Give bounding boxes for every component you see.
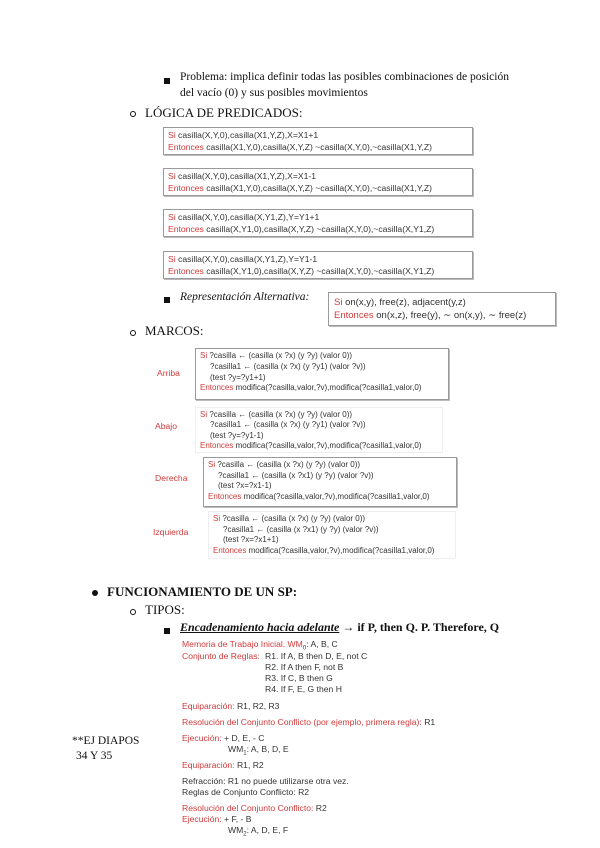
frame-label-abajo: Abajo	[155, 421, 177, 431]
frame-label-izquierda: Izquierda	[153, 527, 189, 537]
logic-rule-box: Si casilla(X,Y,0),casilla(X1,Y,Z),X=X1-1 Entonces casilla(X1,Y,0),casilla(X,Y,Z) ~casilla(X,Y,0),~casilla(X1,Y,Z)	[163, 168, 473, 196]
reglas-conjunto-conflicto: Reglas de Conjunto Conflicto: R2	[182, 787, 310, 797]
square-bullet-icon	[164, 297, 170, 303]
logic-rule-box: Si casilla(X,Y,0),casilla(X1,Y,Z),X=X1+1 Entonces casilla(X1,Y,0),casilla(X,Y,Z) ~casilla(X,Y,0),~casilla(X1,Y,Z)	[163, 127, 473, 155]
tipos-title: TIPOS:	[145, 602, 185, 617]
marcos-title: MARCOS:	[145, 323, 204, 338]
ejecucion-2: Ejecución: + F, - B	[182, 814, 252, 824]
frame-box: Si ?casilla ← (casilla (x ?x) (y ?y) (valor 0)) ?casilla1 ← (casilla (x ?x1) (y ?y) (valor ?v)) (test ?x=?x1-1) Entonces modifica(?casilla,valor,?v),modifica(?casilla1,valor,0)	[203, 457, 457, 507]
wm-2: $WM_2$: A, D, E, F	[228, 825, 289, 838]
alt-rule-box: Si on(x,y), free(z), adjacent(y,z) Entonces on(x,z), free(y), ∼ on(x,y), ∼ free(z)	[328, 292, 556, 326]
logic-rule-box: Si casilla(X,Y,0),casilla(X,Y1,Z),Y=Y1+1 Entonces casilla(X,Y1,0),casilla(X,Y,Z) ~casilla(X,Y,0),~casilla(X,Y1,Z)	[163, 209, 473, 237]
problema-line-1: Problema: implica definir todas las posibles combinaciones de posición	[180, 71, 509, 83]
frame-box: Si ?casilla ← (casilla (x ?x) (y ?y) (valor 0)) ?casilla1 ← (casilla (x ?x1) (y ?y) (valor ?v)) (test ?x=?x1+1) Entonces modifica(?casilla,valor,?v),modifica(?casilla1,valor,0)	[208, 511, 456, 559]
resolucion-2: Resolución del Conjunto Conflicto: R2	[182, 803, 327, 813]
circle-bullet-icon	[130, 609, 136, 615]
frame-label-derecha: Derecha	[155, 473, 188, 483]
refraccion: Refracción: R1 no puede utilizarse otra vez.	[182, 776, 349, 786]
circle-bullet-icon	[130, 330, 136, 336]
circle-bullet-icon	[130, 111, 136, 117]
encadenamiento-heading: Encadenamiento hacia adelante → if P, then Q. P. Therefore, Q	[180, 620, 500, 634]
frame-box: Si ?casilla ← (casilla (x ?x) (y ?y) (valor 0)) ?casilla1 ← (casilla (x ?x) (y ?y1) (valor ?v)) (test ?y=?y1+1) Entonces modifica(?casilla,valor,?v),modifica(?casilla1,valor,0)	[195, 348, 449, 400]
logica-title: LÓGICA DE PREDICADOS:	[145, 105, 303, 120]
memoria-inicial: Memoria de Trabajo Inicial. $WM_0$: A, B, C	[182, 639, 338, 652]
equiparacion-1: Equiparación: R1, R2, R3	[182, 701, 280, 711]
side-note-line-1: **EJ DIAPOS	[72, 735, 140, 747]
resolucion-1: Resolución del Conjunto Conflicto (por ejemplo, primera regla): R1	[182, 717, 436, 727]
square-bullet-icon	[164, 628, 170, 634]
regla-item: R2. If A then F, not B	[265, 662, 344, 672]
ejecucion-1: Ejecución: + D, E, - C	[182, 733, 265, 743]
frame-box: Si ?casilla ← (casilla (x ?x) (y ?y) (valor 0)) ?casilla1 ← (casilla (x ?x) (y ?y1) (valor ?v)) (test ?y=?y1-1) Entonces modifica(?casilla,valor,?v),modifica(?casilla1,valor,0)	[195, 407, 443, 453]
alt-label: Representación Alternativa:	[180, 291, 310, 303]
regla-item: R1. If A, B then D, E, not C	[265, 651, 368, 661]
equiparacion-2: Equiparación: R1, R2	[182, 760, 264, 770]
logic-rule-box: Si casilla(X,Y,0),casilla(X,Y1,Z),Y=Y1-1 Entonces casilla(X,Y1,0),casilla(X,Y,Z) ~casilla(X,Y,0),~casilla(X,Y1,Z)	[163, 251, 473, 279]
regla-item: R4. If F, E, G then H	[265, 684, 342, 694]
square-bullet-icon	[164, 78, 170, 84]
regla-item: R3. If C, B then G	[265, 673, 333, 683]
conjunto-reglas-label: Conjunto de Reglas:	[182, 651, 260, 661]
problema-line-2: del vacío (0) y sus posibles movimientos	[180, 87, 368, 99]
side-note-line-2: 34 Y 35	[76, 750, 113, 762]
wm-1: $WM_1$: A, B, D, E	[228, 744, 289, 757]
frame-label-arriba: Arriba	[157, 368, 180, 378]
bullet-dot-icon	[92, 590, 98, 596]
sp-title: FUNCIONAMIENTO DE UN SP:	[107, 584, 298, 599]
